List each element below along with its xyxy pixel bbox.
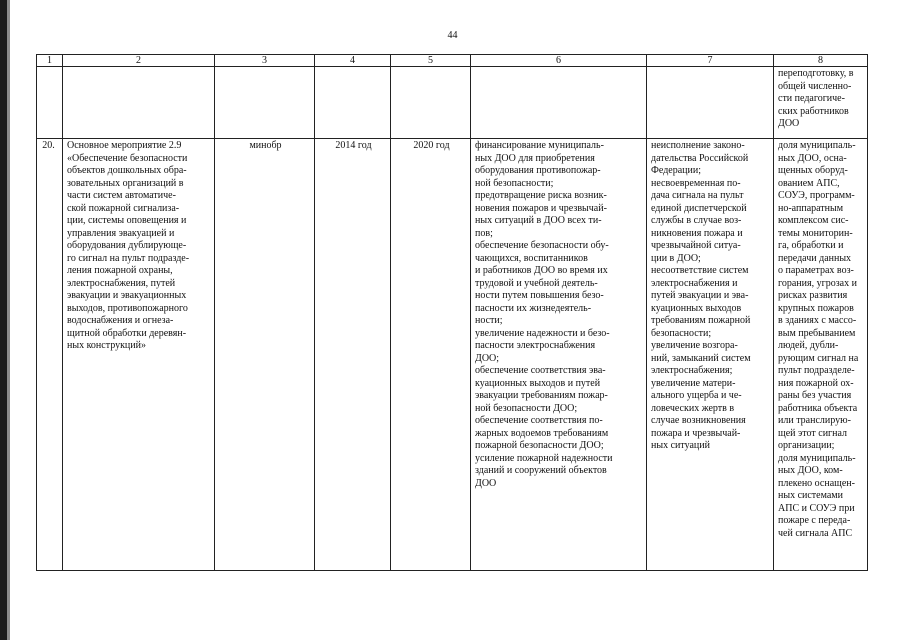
text-line: оборудования противопожар-: [475, 165, 601, 176]
text-line: пожарной безопасности ДОО;: [475, 440, 604, 451]
empty-cell: [647, 67, 774, 139]
text-line: электроснабжения, путей: [67, 277, 176, 289]
empty-cell: [471, 67, 647, 139]
text-line: ДОО: [778, 118, 800, 129]
text-line: доля муниципаль-: [778, 452, 856, 464]
indicators-cell: [774, 139, 868, 571]
text-line: вым пребыванием: [778, 327, 856, 339]
text-line: трудовой и учебной деятель-: [475, 277, 598, 289]
text-line: щенных оборуд-: [778, 165, 848, 176]
text-line: увеличение возгора-: [651, 340, 738, 351]
text-line: увеличение матери-: [651, 377, 736, 389]
text-line: финансирование муниципаль-: [475, 140, 604, 151]
text-line: рисках развития: [778, 290, 848, 301]
text-line: переподготовку, в: [778, 68, 854, 79]
text-line: объектов дошкольных обра-: [67, 165, 187, 176]
text-line: СОУЭ, программ-: [778, 190, 855, 201]
text-line: или транслирую-: [778, 415, 851, 426]
end-year-cell: 2020 год: [391, 139, 471, 571]
text-line: организации;: [778, 440, 835, 451]
text-line: «Обеспечение безопасности: [67, 152, 188, 164]
text-line: зовательных организаций в: [67, 177, 184, 189]
text-line: ловеческих жертв в: [651, 402, 735, 414]
text-line: ния пожарной ох-: [778, 377, 854, 389]
executor-cell: минобр: [215, 139, 315, 571]
text-line: крупных пожаров: [778, 302, 854, 314]
program-activities-table: [36, 54, 868, 571]
text-line: оборудования дублирующе-: [67, 240, 187, 251]
text-line: путей эвакуации и эва-: [651, 290, 749, 301]
column-number-row: [37, 55, 868, 67]
text-line: комплексом сис-: [778, 215, 849, 226]
text-line: новения пожаров и чрезвычай-: [475, 202, 607, 214]
text-line: ных ДОО для приобретения: [475, 152, 595, 164]
text-line: ДОО: [475, 477, 497, 489]
text-line: чающихся, воспитанников: [475, 252, 588, 264]
consequences-cell: [647, 139, 774, 571]
text-line: несвоевременная по-: [651, 177, 741, 189]
text-line: обеспечение безопасности обу-: [475, 240, 609, 251]
text-line: неисполнение законо-: [651, 140, 745, 151]
text-line: ной безопасности;: [475, 177, 554, 189]
text-line: ской пожарной сигнализа-: [67, 202, 180, 214]
text-line: раны без участия: [778, 390, 852, 401]
text-line: в зданиях с массо-: [778, 315, 857, 326]
text-line: пожаре с переда-: [778, 515, 851, 526]
empty-cell: [37, 67, 63, 139]
text-line: АПС и СОУЭ при: [778, 502, 855, 514]
text-line: горания, угрозах и: [778, 277, 857, 289]
text-line: обеспечение соответствия по-: [475, 415, 603, 426]
text-line: дательства Российской: [651, 152, 749, 164]
text-line: требованиям пожарной: [651, 315, 751, 326]
text-line: усиление пожарной надежности: [475, 452, 613, 464]
table-row: [37, 139, 868, 571]
continuation-indicator-cell: [774, 67, 868, 139]
column-number: 7: [647, 55, 774, 67]
text-line: пасности их жизнедеятель-: [475, 302, 592, 314]
column-number: 5: [391, 55, 471, 67]
text-line: ции в ДОО;: [651, 252, 701, 264]
text-line: ления пожарной охраны,: [67, 265, 173, 276]
text-line: увеличение надежности и безо-: [475, 327, 610, 339]
text-line: водоснабжения и огнеза-: [67, 315, 174, 326]
text-line: ального ущерба и че-: [651, 390, 742, 401]
text-line: случае возникновения: [651, 415, 746, 426]
text-line: единой диспетчерской: [651, 202, 747, 214]
text-line: эвакуации и эвакуационных: [67, 290, 187, 301]
text-line: части систем автоматиче-: [67, 190, 176, 201]
text-line: Основное мероприятие 2.9: [67, 140, 182, 151]
scan-binding-edge: [0, 0, 7, 640]
text-line: обеспечение соответствия эва-: [475, 365, 606, 376]
column-number: 3: [215, 55, 315, 67]
text-line: ных конструкций»: [67, 340, 146, 351]
text-line: ных ДОО, ком-: [778, 465, 843, 476]
text-line: безопасности;: [651, 327, 712, 339]
scan-binding-shadow: [7, 0, 10, 640]
activity-title-cell: [63, 139, 215, 571]
text-line: предотвращение риска возник-: [475, 190, 607, 201]
text-line: рующим сигнал на: [778, 352, 859, 364]
text-line: ных ситуаций в ДОО всех ти-: [475, 215, 602, 226]
text-line: сти педагогиче-: [778, 93, 845, 104]
text-line: щей этот сигнал: [778, 427, 848, 439]
text-line: работника объекта: [778, 402, 858, 414]
text-line: щитной обработки деревян-: [67, 327, 187, 339]
text-line: электроснабжения и: [651, 277, 738, 289]
column-number: 4: [315, 55, 391, 67]
text-line: чрезвычайной ситуа-: [651, 240, 741, 251]
text-line: но-аппаратным: [778, 202, 844, 214]
text-line: жарных водоемов требованиям: [475, 427, 609, 439]
text-line: ных ДОО, осна-: [778, 152, 847, 164]
text-line: ных системами: [778, 490, 843, 501]
text-line: куационных выходов: [651, 302, 742, 314]
text-line: электроснабжения;: [651, 365, 733, 376]
column-number: 2: [63, 55, 215, 67]
empty-cell: [315, 67, 391, 139]
text-line: куационных выходов и путей: [475, 377, 601, 389]
text-line: ности путем повышения безо-: [475, 290, 604, 301]
text-line: несоответствие систем: [651, 265, 749, 276]
empty-cell: [63, 67, 215, 139]
empty-cell: [391, 67, 471, 139]
text-line: общей численно-: [778, 80, 852, 92]
text-line: ДОО;: [475, 352, 500, 364]
start-year-cell: 2014 год: [315, 139, 391, 571]
empty-cell: [215, 67, 315, 139]
text-line: Федерации;: [651, 165, 702, 176]
text-line: пульт подразделе-: [778, 365, 855, 376]
row-number: 20.: [37, 139, 63, 571]
text-line: ских работников: [778, 105, 849, 117]
text-line: ности;: [475, 315, 503, 326]
text-line: ных ситуаций: [651, 440, 710, 451]
text-line: и работников ДОО во время их: [475, 265, 608, 276]
continuation-row: [37, 67, 868, 139]
page-number: 44: [447, 30, 458, 41]
text-line: службы в случае воз-: [651, 215, 742, 226]
text-line: плекено оснащен-: [778, 477, 855, 489]
expected-results-cell: [471, 139, 647, 571]
text-line: зданий и сооружений объектов: [475, 465, 607, 476]
text-line: темы мониторин-: [778, 227, 853, 239]
text-line: чей сигнала АПС: [778, 527, 853, 539]
text-line: никновения пожара и: [651, 227, 743, 239]
text-line: передачи данных: [778, 252, 852, 264]
text-line: выходов, противопожарного: [67, 302, 188, 314]
text-line: пов;: [475, 227, 493, 239]
text-line: ний, замыканий систем: [651, 352, 751, 364]
text-line: доля муниципаль-: [778, 140, 856, 151]
text-line: управления эвакуацией и: [67, 227, 175, 239]
text-line: эвакуации требованиям пожар-: [475, 390, 608, 401]
text-line: пожара и чрезвычай-: [651, 427, 741, 439]
column-number: 1: [37, 55, 63, 67]
text-line: ной безопасности ДОО;: [475, 402, 578, 414]
text-line: людей, дубли-: [778, 340, 839, 351]
column-number: 8: [774, 55, 868, 67]
text-line: о параметрах воз-: [778, 265, 854, 276]
text-line: га, обработки и: [778, 240, 844, 251]
column-number: 6: [471, 55, 647, 67]
text-line: пасности электроснабжения: [475, 340, 596, 351]
text-line: ции, системы оповещения и: [67, 215, 187, 226]
text-line: ованием АПС,: [778, 177, 840, 189]
text-line: дача сигнала на пульт: [651, 190, 744, 201]
text-line: го сигнал на пульт подразде-: [67, 252, 190, 264]
